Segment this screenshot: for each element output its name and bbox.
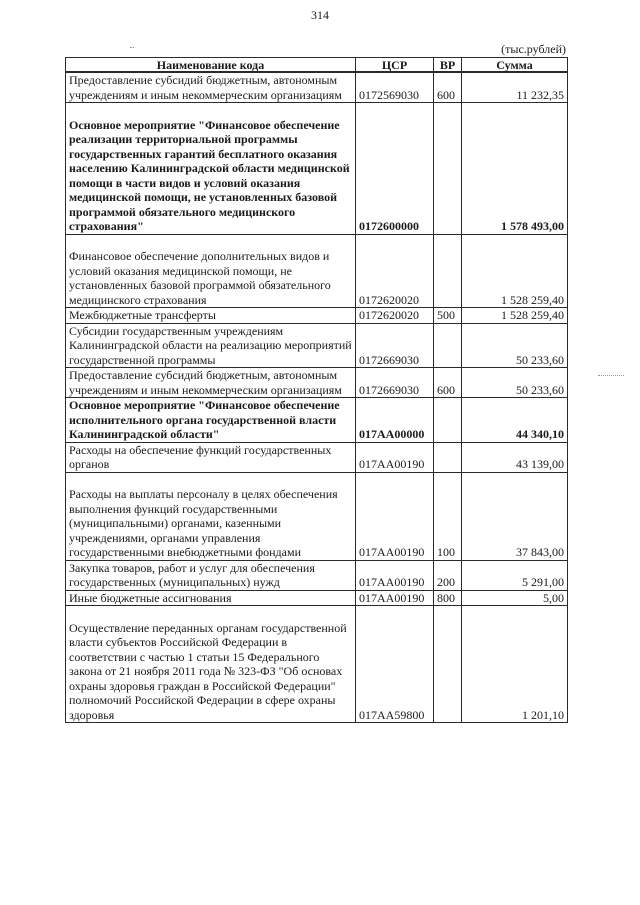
row-vr [434,308,462,324]
row-sum [462,308,568,324]
row-vr-text: 100 [437,545,455,559]
table-row [66,103,568,235]
row-code [356,606,434,723]
page-number: 314 [311,8,329,22]
table-header-row [66,58,568,73]
row-name [66,308,356,324]
header-sum: Сумма [462,58,568,73]
row-vr [434,560,462,590]
row-vr [434,442,462,472]
row-name-text: Осуществление переданных органам государственной власти субъектов Российской Федерации в соответствии с частью 1 статьи 15 Федерального закона от 21 ноября 2011 года № 323-ФЗ "Об основах охраны здоровья граждан в Российской Федерации" полномочий Российской Федерации в сфере охраны здоровья [69,620,347,722]
row-name-text: Межбюджетные трансферты [69,308,216,322]
table-row [66,560,568,590]
row-vr-text: 200 [437,575,455,589]
row-code-text: 0172669030 [359,352,419,367]
row-vr [434,72,462,103]
row-vr [434,323,462,368]
row-name-text: Иные бюджетные ассигнования [69,590,232,605]
row-name-text: Субсидии государственным учреждениям Калининградской области на реализацию мероприятий государственной программы [69,323,352,367]
row-code [356,442,434,472]
table-row [66,323,568,368]
row-sum-text: 1 528 259,40 [501,292,564,307]
row-vr-text: 800 [437,590,455,605]
row-code-text: 017АА59800 [359,707,425,722]
row-name [66,606,356,723]
row-vr-text: 600 [437,87,455,102]
row-name [66,234,356,308]
row-name [66,560,356,590]
table-row [66,234,568,308]
row-name [66,323,356,368]
row-code [356,590,434,606]
row-name [66,398,356,443]
row-name-text: Закупка товаров, работ и услуг для обеспечения государственных (муниципальных) нужд [69,560,315,589]
table-row [66,590,568,606]
row-name-text: Предоставление субсидий бюджетным, автономным учреждениям и иным некоммерческим организациям [69,73,342,102]
row-vr [434,398,462,443]
blank-line [69,235,352,250]
row-sum-text: 43 139,00 [516,457,564,471]
row-sum-text: 5,00 [543,590,564,605]
header-name: Наименование кода [66,58,356,73]
row-vr [434,472,462,560]
row-sum [462,398,568,443]
row-name [66,590,356,606]
row-sum [462,606,568,723]
row-sum-text: 44 340,10 [516,427,564,441]
row-code [356,323,434,368]
header-vr: ВР [434,58,462,73]
row-sum-text: 11 232,35 [516,87,564,102]
table-row [66,472,568,560]
row-name [66,442,356,472]
scan-mark [598,375,624,376]
table-row [66,442,568,472]
row-sum-text: 5 291,00 [522,575,564,589]
row-vr-text: 500 [437,308,455,322]
row-code-text: 017АА00190 [359,575,425,589]
row-sum-text: 1 201,10 [522,707,564,722]
row-sum-text: 50 233,60 [516,382,564,397]
header-code: ЦСР [356,58,434,73]
row-code [356,472,434,560]
row-vr [434,368,462,398]
row-sum-text: 1 578 493,00 [501,219,564,233]
blank-line [69,606,352,621]
row-code [356,560,434,590]
blank-line [69,473,352,488]
row-sum [462,72,568,103]
row-vr [434,234,462,308]
scan-mark [130,47,134,48]
row-sum [462,103,568,235]
row-code-text: 0172620020 [359,292,419,307]
row-sum [462,234,568,308]
row-sum [462,323,568,368]
row-name [66,472,356,560]
row-vr [434,606,462,723]
row-code [356,368,434,398]
row-name-text: Основное мероприятие "Финансовое обеспечение реализации территориальной программы государственных гарантий бесплатного оказания населению Калининградской области медицинской помощи в части видов и условий оказания медицинской помощи, не установленных базовой программой обязательного медицинского страхования" [69,117,350,233]
units-label: (тыс.рублей) [501,42,566,56]
row-sum-text: 50 233,60 [516,352,564,367]
table-row [66,308,568,324]
row-code-text: 017АА00190 [359,545,425,559]
row-sum-text: 1 528 259,40 [501,308,564,322]
row-code [356,103,434,235]
table-row [66,606,568,723]
row-sum-text: 37 843,00 [516,545,564,559]
row-code [356,398,434,443]
row-vr [434,103,462,235]
row-name-text: Основное мероприятие "Финансовое обеспечение исполнительного органа государственной власти Калининградской области" [69,398,340,441]
row-vr [434,590,462,606]
row-name-text: Предоставление субсидий бюджетным, автономным учреждениям и иным некоммерческим организациям [69,368,342,397]
row-code-text: 0172569030 [359,87,419,102]
row-sum [462,442,568,472]
row-name [66,103,356,235]
row-code-text: 017АА00000 [359,427,425,441]
row-code-text: 017АА00190 [359,457,425,471]
row-code [356,234,434,308]
row-sum [462,472,568,560]
row-name-text: Финансовое обеспечение дополнительных видов и условий оказания медицинской помощи, не установленных базовой программой обязательного медицинского страхования [69,249,331,307]
row-name-text: Расходы на обеспечение функций государственных органов [69,442,332,471]
row-name [66,72,356,103]
row-vr-text: 600 [437,382,455,397]
row-code [356,72,434,103]
row-name-text: Расходы на выплаты персоналу в целях обеспечения выполнения функций государственными (муниципальными) органами, казенными учреждениями, органами управления государственными внебюджетными фондами [69,487,338,559]
blank-line [69,103,352,118]
row-code [356,308,434,324]
row-name [66,368,356,398]
table-row [66,368,568,398]
budget-table [65,57,568,723]
table-row [66,398,568,443]
row-code-text: 0172600000 [359,219,419,233]
row-code-text: 0172620020 [359,308,419,322]
row-sum [462,590,568,606]
row-code-text: 017АА00190 [359,590,425,605]
row-sum [462,560,568,590]
row-sum [462,368,568,398]
row-code-text: 0172669030 [359,382,419,397]
table-row [66,72,568,103]
